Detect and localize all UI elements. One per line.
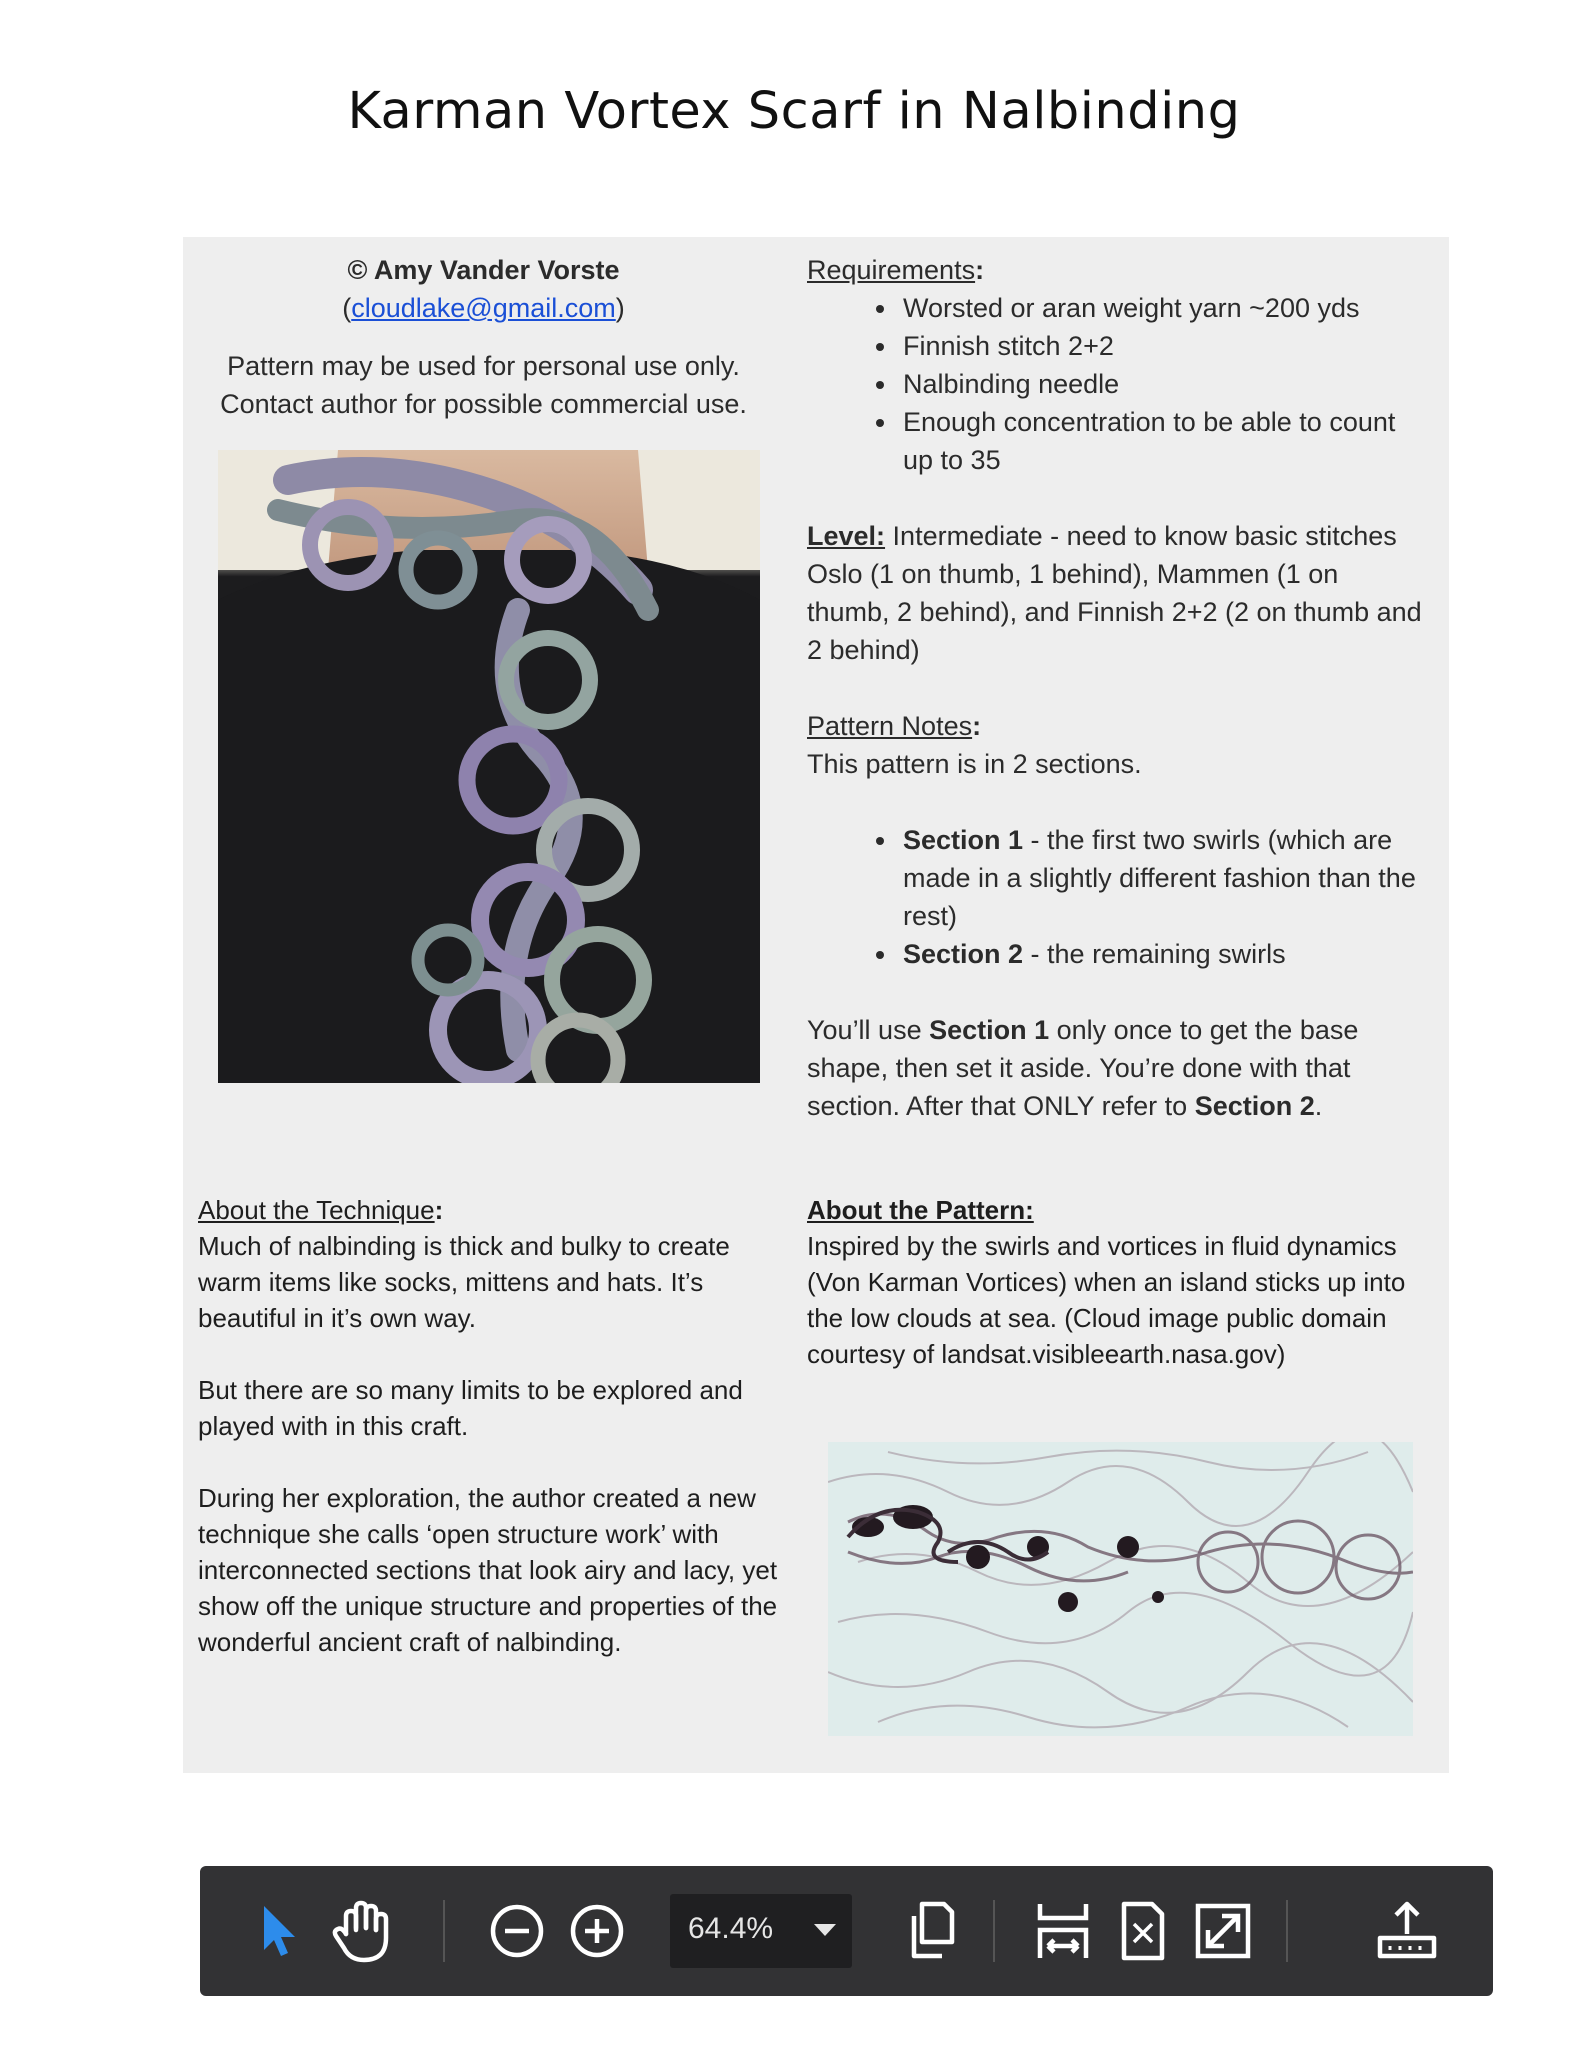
technique-column — [198, 1192, 778, 1660]
email-paren-open: ( — [342, 293, 352, 323]
section-item — [899, 821, 1427, 935]
technique-heading-text: About the Technique — [198, 1195, 435, 1225]
requirement-item: • Worsted or aran weight yarn ~200 yds — [899, 289, 1427, 327]
pattern-notes-heading — [807, 707, 1427, 745]
section-label: Section 1 — [903, 825, 1024, 855]
usage-text: only once to get the base shape, then set it aside. You’re done with that section. After that ONLY refer to — [807, 1015, 1359, 1121]
chevron-down-icon — [814, 1924, 836, 1936]
toolbar-separator — [993, 1900, 995, 1962]
author-email-line — [201, 289, 766, 327]
document-title: Karman Vortex Scarf in Nalbinding — [347, 82, 1241, 141]
zoom-in-icon[interactable] — [560, 1894, 634, 1968]
requirements-heading — [807, 251, 1427, 289]
pattern-notes-heading-colon: : — [972, 711, 982, 741]
fit-width-icon[interactable] — [1026, 1894, 1100, 1968]
usage-section-ref: Section 1 — [929, 1015, 1050, 1045]
fit-page-icon[interactable] — [1106, 1894, 1180, 1968]
select-arrow-icon[interactable] — [240, 1894, 314, 1968]
usage-text: You’ll use — [807, 1015, 930, 1045]
usage-line-1: Pattern may be used for personal use only. — [227, 351, 740, 381]
section-item — [899, 935, 1427, 973]
level-heading: Level: — [807, 521, 886, 551]
requirements-column — [807, 251, 1427, 1125]
pattern-notes-intro: This pattern is in 2 sections. — [807, 749, 1142, 779]
fullscreen-icon[interactable] — [1186, 1894, 1260, 1968]
viewer-toolbar — [200, 1866, 1493, 1996]
technique-paragraph: But there are so many limits to be explored and played with in this craft. — [198, 1375, 743, 1441]
page-thumbnails-icon[interactable] — [892, 1894, 966, 1968]
about-pattern-text: Inspired by the swirls and vortices in fluid dynamics (Von Karman Vortices) when an island sticks up into the low clouds at sea. (Cloud image public domain courtesy of landsat.visibleearth.nasa.gov) — [807, 1231, 1406, 1369]
requirements-heading-text: Requirements — [807, 255, 976, 285]
requirement-item: • Enough concentration to be able to count up to 35 — [899, 403, 1427, 479]
pattern-notes-heading-text: Pattern Notes — [807, 711, 973, 741]
scarf-photo — [218, 450, 760, 1083]
section-usage-paragraph — [807, 1011, 1427, 1125]
usage-line-2: Contact author for possible commercial use. — [220, 389, 747, 419]
requirement-item: • Finnish stitch 2+2 — [899, 327, 1427, 365]
technique-paragraph: Much of nalbinding is thick and bulky to create warm items like socks, mittens and hats. It’s beautiful in it’s own way. — [198, 1231, 730, 1333]
level-text: Intermediate - need to know basic stitches Oslo (1 on thumb, 1 behind), Mammen (1 on thumb, 2 behind), and Finnish 2+2 (2 on thumb and 2 behind) — [807, 521, 1422, 665]
cloud-vortex-illustration — [828, 1442, 1413, 1736]
scarf-photo-illustration — [218, 450, 760, 1083]
document-panel — [183, 237, 1449, 1773]
export-icon[interactable] — [1370, 1894, 1444, 1968]
technique-heading — [198, 1192, 778, 1228]
technique-heading-colon: : — [434, 1195, 444, 1225]
about-pattern-column — [807, 1192, 1432, 1372]
cloud-vortex-image — [828, 1442, 1413, 1736]
requirement-item: • Nalbinding needle — [899, 365, 1427, 403]
toolbar-separator — [443, 1900, 445, 1962]
section-label: Section 2 — [903, 939, 1024, 969]
section-text: - the first two swirls (which are made in a slightly different fashion than the rest) — [903, 825, 1416, 931]
sections-list — [807, 821, 1427, 973]
zoom-value: 64.4% — [688, 1912, 774, 1945]
author-block — [201, 251, 766, 423]
technique-paragraph: During her exploration, the author created a new technique she calls ‘open structure work’ with interconnected sections that look airy and lacy, yet show off the unique structure and properties of the wonderful ancient craft of nalbinding. — [198, 1483, 778, 1657]
toolbar-separator — [1286, 1900, 1288, 1962]
email-paren-close: ) — [615, 293, 625, 323]
level-paragraph — [807, 517, 1427, 669]
usage-section-ref: Section 2 — [1194, 1091, 1315, 1121]
usage-text: . — [1314, 1091, 1323, 1121]
requirements-heading-colon: : — [975, 255, 985, 285]
hand-icon[interactable] — [324, 1894, 398, 1968]
section-text: - the remaining swirls — [1023, 939, 1286, 969]
author-email-link[interactable]: cloudlake@gmail.com — [351, 293, 616, 323]
about-pattern-heading: About the Pattern: — [807, 1195, 1034, 1225]
zoom-out-icon[interactable] — [480, 1894, 554, 1968]
requirements-list — [807, 289, 1427, 479]
zoom-select[interactable] — [670, 1894, 852, 1968]
author-name: © Amy Vander Vorste — [347, 255, 620, 285]
